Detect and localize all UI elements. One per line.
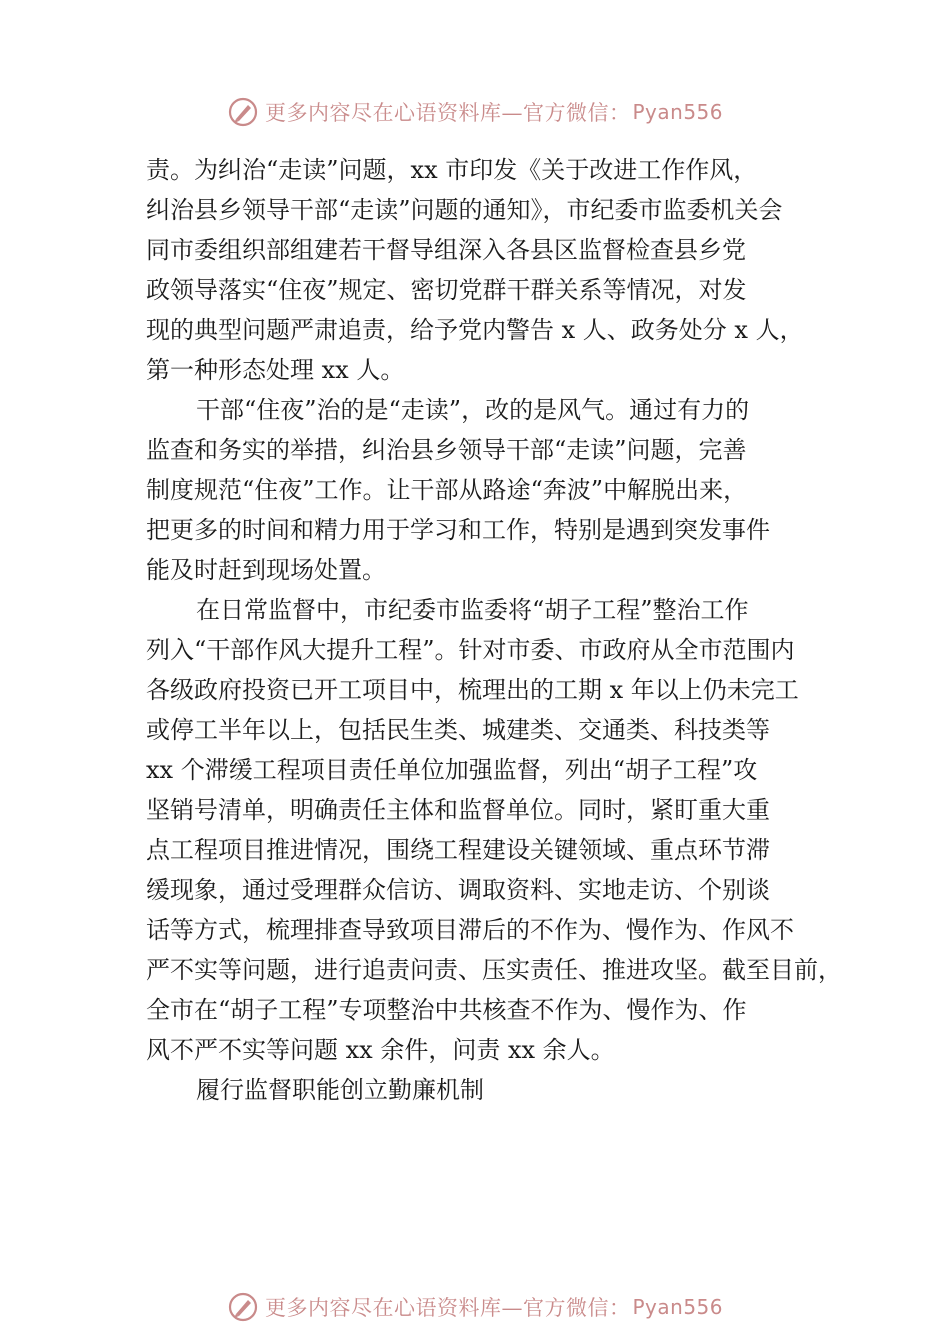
watermark-id: Pyan556 bbox=[632, 1295, 723, 1319]
text-line: 监查和务实的举措，纠治县乡领导干部“走读”问题，完善 bbox=[146, 436, 747, 464]
text-line: 责。为纠治“走读”问题，xx 市印发《关于改进工作作风， bbox=[146, 156, 758, 184]
footer-watermark bbox=[0, 1291, 950, 1323]
text-line: 同市委组织部组建若干督导组深入各县区监督检查县乡党 bbox=[146, 236, 746, 264]
watermark-text: 更多内容尽在心语资料库—官方微信： bbox=[264, 101, 631, 125]
text-line: 各级政府投资已开工项目中，梳理出的工期 x 年以上仍未完工 bbox=[146, 676, 799, 704]
text-line: 缓现象，通过受理群众信访、调取资料、实地走访、个别谈 bbox=[146, 876, 770, 904]
text-line: 在日常监督中，市纪委市监委将“胡子工程”整治工作 bbox=[196, 596, 749, 624]
header-watermark bbox=[0, 96, 950, 128]
paragraph bbox=[146, 150, 836, 390]
text-line: 或停工半年以上，包括民生类、城建类、交通类、科技类等 bbox=[146, 716, 770, 744]
document-body bbox=[146, 150, 842, 1110]
watermark-text: 更多内容尽在心语资料库—官方微信： bbox=[264, 1296, 631, 1320]
pen-logo-icon bbox=[227, 96, 259, 128]
text-line: 把更多的时间和精力用于学习和工作，特别是遇到突发事件 bbox=[146, 516, 770, 544]
text-line: 政领导落实“住夜”规定、密切党群干群关系等情况，对发 bbox=[146, 276, 747, 304]
text-line: 严不实等问题，进行追责问责、压实责任、推进攻坚。截至目前， bbox=[146, 956, 842, 984]
text-line: 干部“住夜”治的是“走读”，改的是风气。通过有力的 bbox=[196, 396, 750, 424]
text-line: 全市在“胡子工程”专项整治中共核查不作为、慢作为、作 bbox=[146, 996, 747, 1024]
text-line: 点工程项目推进情况，围绕工程建设关键领域、重点环节滞 bbox=[146, 836, 770, 864]
text-line: 话等方式，梳理排查导致项目滞后的不作为、慢作为、作风不 bbox=[146, 916, 794, 944]
paragraph bbox=[146, 590, 842, 1070]
text-line: 能及时赶到现场处置。 bbox=[146, 556, 386, 584]
watermark-id: Pyan556 bbox=[632, 100, 723, 124]
text-line: 第一种形态处理 xx 人。 bbox=[146, 356, 405, 384]
text-line: 现的典型问题严肃追责，给予党内警告 x 人、政务处分 x 人， bbox=[146, 316, 804, 344]
text-line: 纠治县乡领导干部“走读”问题的通知》，市纪委市监委机关会 bbox=[146, 196, 783, 224]
text-line: 坚销号清单，明确责任主体和监督单位。同时，紧盯重大重 bbox=[146, 796, 770, 824]
text-line: 列入“干部作风大提升工程”。针对市委、市政府从全市范围内 bbox=[146, 636, 795, 664]
text-line: 制度规范“住夜”工作。让干部从路途“奔波”中解脱出来， bbox=[146, 476, 748, 504]
text-line: 履行监督职能创立勤廉机制 bbox=[196, 1076, 484, 1104]
text-line: 风不严不实等问题 xx 余件，问责 xx 余人。 bbox=[146, 1036, 615, 1064]
paragraph bbox=[146, 1070, 836, 1110]
pen-logo-icon bbox=[227, 1291, 259, 1323]
text-line: xx 个滞缓工程项目责任单位加强监督，列出“胡子工程”攻 bbox=[146, 756, 758, 784]
paragraph bbox=[146, 390, 836, 590]
